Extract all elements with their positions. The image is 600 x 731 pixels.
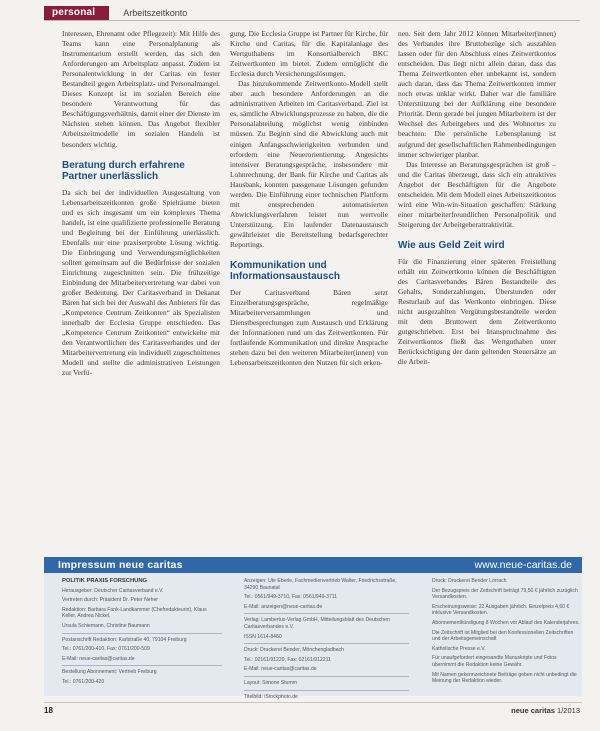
paragraph: Der Caritasverband Bären setzt Einzelberatungsgespräche, regelmäßige Mitarbeiterversammlungen und Dienstbesprechungen zum Austausch und Erklärung der Informationen rund um das Zeitwertkonten. Für fortlaufende Kommunikation und direkte Ansprache stehen dazu bei den weiteren Mitarbeiter(innen) von Lebensarbeitszeitkonten den Nutzen für sich erken-	[230, 288, 388, 368]
text-column-2	[230, 29, 388, 368]
section-tag: personal	[44, 6, 109, 20]
impressum-line: Tel.: 0761/200-420	[62, 678, 105, 685]
impressum-line: Vertreten durch: Präsident Dr. Peter Neher	[62, 597, 158, 604]
divider	[244, 643, 409, 644]
issue-number: 1/2013	[557, 706, 580, 715]
impressum-column-2	[244, 578, 409, 703]
impressum-line: Anzeigen: Ute Eberle, Fachmedienvertrieb Walter, Friedrichsstraße, 34290 Baunatal	[244, 578, 397, 591]
impressum-box	[44, 573, 582, 700]
impressum-column-3	[432, 578, 580, 688]
page-number: 18	[44, 706, 53, 715]
impressum-line: Redaktion: Barbara Fank-Landkammer (Chefredakteurin), Klaus Keller, Andrea Nickel,	[62, 606, 207, 620]
text-column-1	[62, 29, 220, 378]
divider	[62, 633, 222, 634]
impressum-line: Erscheinungsweise: 22 Ausgaben jährlich. Einzelpreis 4,60 € inklusive Versandkosten.	[432, 603, 570, 617]
paragraph: Da sich bei der individuellen Ausgestaltung von Lebensarbeitszeitkonten große Spielräume bieten und es sich insgesamt um ein komplexes Thema handelt, ist eine qualifizierte professionelle Beratung und Begleitung bei der Einführung unerlässlich. Ebenfalls nur eine praxiserprobte Lösung wichtig. Die Einbringung und Verwendungsmöglichkeiten sollten gemeinsam auf die Bedürfnisse der sozialen Einrichtung zugeschnitten sein. Die frühzeitige Einbindung der Mitarbeitervertretung war dabei von großer Bedeutung. Der Caritasverband in Dekanat Bären hat sich bei der Auswahl des Anbieters für das „Kompetence Centrum Zeitkonten“ als Spezialisten innerhalb der Ecclesia Gruppe entschieden. Das „Kompetence Centrum Zeitkonten“ entwickelte mit den Verantwortlichen des Caritasverbandes und der Mitarbeitervertretung ein individuell zugeschnittenes Modell und stellte die administrativen Leistungen zur Verfü-	[62, 187, 220, 378]
impressum-line: Abonnementkündigung 8 Wochen vor Ablauf des Kalenderjahres.	[432, 619, 580, 626]
impressum-line: Titelbild: iStockphoto.de	[244, 693, 298, 700]
impressum-line: E-Mail: neue-caritas@caritas.de	[244, 666, 317, 673]
website-link[interactable]: www.neue-caritas.de	[474, 559, 572, 571]
impressum-line: Mit Namen gekennzeichnete Beiträge geben nicht unbedingt die Meinung der Redaktion wieder.	[432, 671, 577, 685]
impressum-line: ISSN 1614-8460	[244, 633, 282, 640]
impressum-line: Herausgeber: Deutscher Caritasverband e.V.	[62, 587, 164, 594]
subheading: Beratung durch erfahrene Partner unerlässlich	[62, 159, 185, 182]
divider	[244, 690, 409, 691]
impressum-line: Der Bezugspreis der Zeitschrift beträgt 79,50 € jährlich zuzüglich Versandkosten.	[432, 587, 578, 601]
paragraph: Interessen, Ehrenamt oder Pflegezeit): Mit Hilfe des Teams kann eine Personalplanung als Instrumentarium erstellt werden, das sich den Anforderungen am Arbeitsplatz anpasst. Zudem ist Personalentwicklung in der Caritas ein fester Bestandteil gegen Arbeitsplatz- und Personalmangel. Dieses Konzept ist im sozialen Bereich eine besondere Verantwortung für das Beschäftigungsverhältnis, damit einer der Dienste im Nächsten stehen können. Das Angebot flexibler Arbeitszeitmodelle im sozialen Handeln ist besonders wichtig.	[62, 29, 220, 149]
impressum-line: Druck: Druckerei Bender, Mönchengladbach	[244, 647, 344, 654]
subheading: Kommunikation und Informationsaustausch	[230, 260, 341, 283]
footer-divider	[44, 702, 582, 703]
impressum-column-1	[62, 578, 222, 689]
impressum-line: Tel.: 0761/200-410, Fax: 0761/200-509	[62, 646, 150, 653]
impressum-line: Layout: Simone Stumm	[244, 679, 297, 686]
impressum-line: Für unaufgefordert eingesandte Manuskripte und Fotos übernimmt die Redaktion keine Gewähr.	[432, 655, 557, 668]
paragraph: Das Interesse an Beratungsgesprächen ist groß – und die Caritas überzeugt, dass sich ein attraktives Angebot der Beschäftigten für die Angebote entscheiden. Mit dem Modell eines Arbeitszeitkontos wird eine Win-win-Situation geschaffen: Stärkung einer mitarbeiterfreundlichen Personalpolitik und Steigerung der Arbeitgeberattraktivität.	[398, 159, 556, 229]
paragraph: gung. Die Ecclesia Gruppe ist Partner für Kirche, für Kirche und Caritas, für die Kapitalanlage des Wertguthabens im Konsortialbereich BKC Zeitwertkonten im bietet. Zudem ermöglicht die Ecclesia durch Versicherungslösungen.	[230, 29, 388, 79]
magazine-issue	[511, 706, 580, 715]
text-column-3	[398, 29, 556, 367]
impressum-line: E-Mail: neue-caritas@caritas.de	[62, 655, 135, 662]
divider	[244, 613, 409, 614]
running-header	[44, 6, 187, 20]
impressum-line: Bestellung Abonnement: Vertrieb Freiburg	[62, 669, 157, 676]
impressum-line: Ursula Schiemann, Christine Baumann	[62, 622, 150, 629]
paragraph: Das hinzukommende Zeitwertkonto-Modell stellt aber auch besondere Anforderungen an die administrativen Arbeiten im Caritasverband. Ziel ist es, sämtliche Abwicklungsprozesse zu haben, die die Personalabteilung möglichst wenig einbinden müssen. Zu Beginn sind die Abwicklung auch mit einigen Anfangsschwierigkeiten verbunden und erfordern eine Neuerorientierung. Angesichts intensiver Beratungsgespräche, insbesondere mit Lohnrechnung, der Bank für Kirche und Caritas als Hausbank, konnten passgenaue Lösungen gefunden werden. Die Einführung einer technischen Plattform mit entsprechenden automatisierten Abwicklungsverfahren leistet nun wertvolle Unterstützung. Ein laufender Datenaustausch gewährleistet die Bereitstellung bedarfsgerechter Reportings.	[230, 79, 388, 249]
impressum-line: Postanschrift Redaktion: Karlstraße 40, 79104 Freiburg	[62, 636, 187, 643]
section-title: Arbeitszeitkonto	[123, 8, 188, 18]
impressum-title: Impressum neue caritas	[58, 559, 183, 571]
divider	[244, 676, 409, 677]
header-divider	[44, 20, 580, 21]
impressum-line: Tel.: 0561/949-3710, Fax: 0561/949-3711	[244, 594, 338, 601]
impressum-line: Tel.: 02161/91220, Fax: 02161/912211	[244, 656, 331, 663]
impressum-line: E-Mail: anzeigen@neue-caritas.de	[244, 603, 323, 610]
paragraph: Für die Finanzierung einer späteren Freistellung erhält ein Zeitwertkonto können die Beschäftigten des Caritasverbandes Bären Bestandteile des Gehalts, Sonderzahlungen, Überstunden oder Resturlaub auf das Wertkonto einbringen. Diese nicht ausgezahlten Vergütungsbestandteile werden mit dem Bruttowert dem Zeitwertkonto gutgeschrieben. Erst bei Inanspruchnahme des Zeitwertkontos fließt das Wertguthaben unter Berücksichtigung der dann geltenden Steuersätze an die Arbeit-	[398, 256, 556, 367]
impressum-line: Druck: Druckerei Bender Lörrach	[432, 578, 507, 584]
impressum-line: Verlag: Lambertus-Verlag GmbH, Mitteilungsblatt des Deutschen Caritasverbandes e.V.	[244, 617, 390, 630]
impressum-line: Die Zeitschrift ist Mitglied bei den Konfessionellen Zeitschriften und der Arbeitsgemeinschaft	[432, 629, 574, 643]
paragraph: nen. Seit dem Jahr 2012 können Mitarbeiter(innen) des Verbandes ihre Bruttobezüge sich auszahlen lassen oder für den Abschluss eines Zeitwertkontos entscheiden. Das liegt nicht allein daran, dass das Thema Zeitwertkonten eher unbekannt ist, sondern auch daran, dass das Thema Zeitwertkonten immer noch etwas unklar wirkt. Daher war die familiäre Unterstützung bei der Aufklärung eine besondere Priorität. Denn gerade bei jungen Mitarbeitern ist der Wechsel des Arbeitgebers und des Wohnortes zu beachten: Die persönliche Lebensplanung ist aufgrund der gesellschaftlichen Rahmenbedingungen immer schwieriger planbar.	[398, 29, 556, 159]
impressum-header	[44, 557, 582, 573]
subheading: Wie aus Geld Zeit wird	[398, 239, 505, 251]
impressum-heading: POLITIK PRAXIS FORSCHUNG	[62, 578, 148, 584]
impressum-line: Katholische Presse e.V.	[432, 645, 486, 652]
magazine-name: neue caritas	[511, 706, 555, 715]
divider	[62, 665, 222, 666]
